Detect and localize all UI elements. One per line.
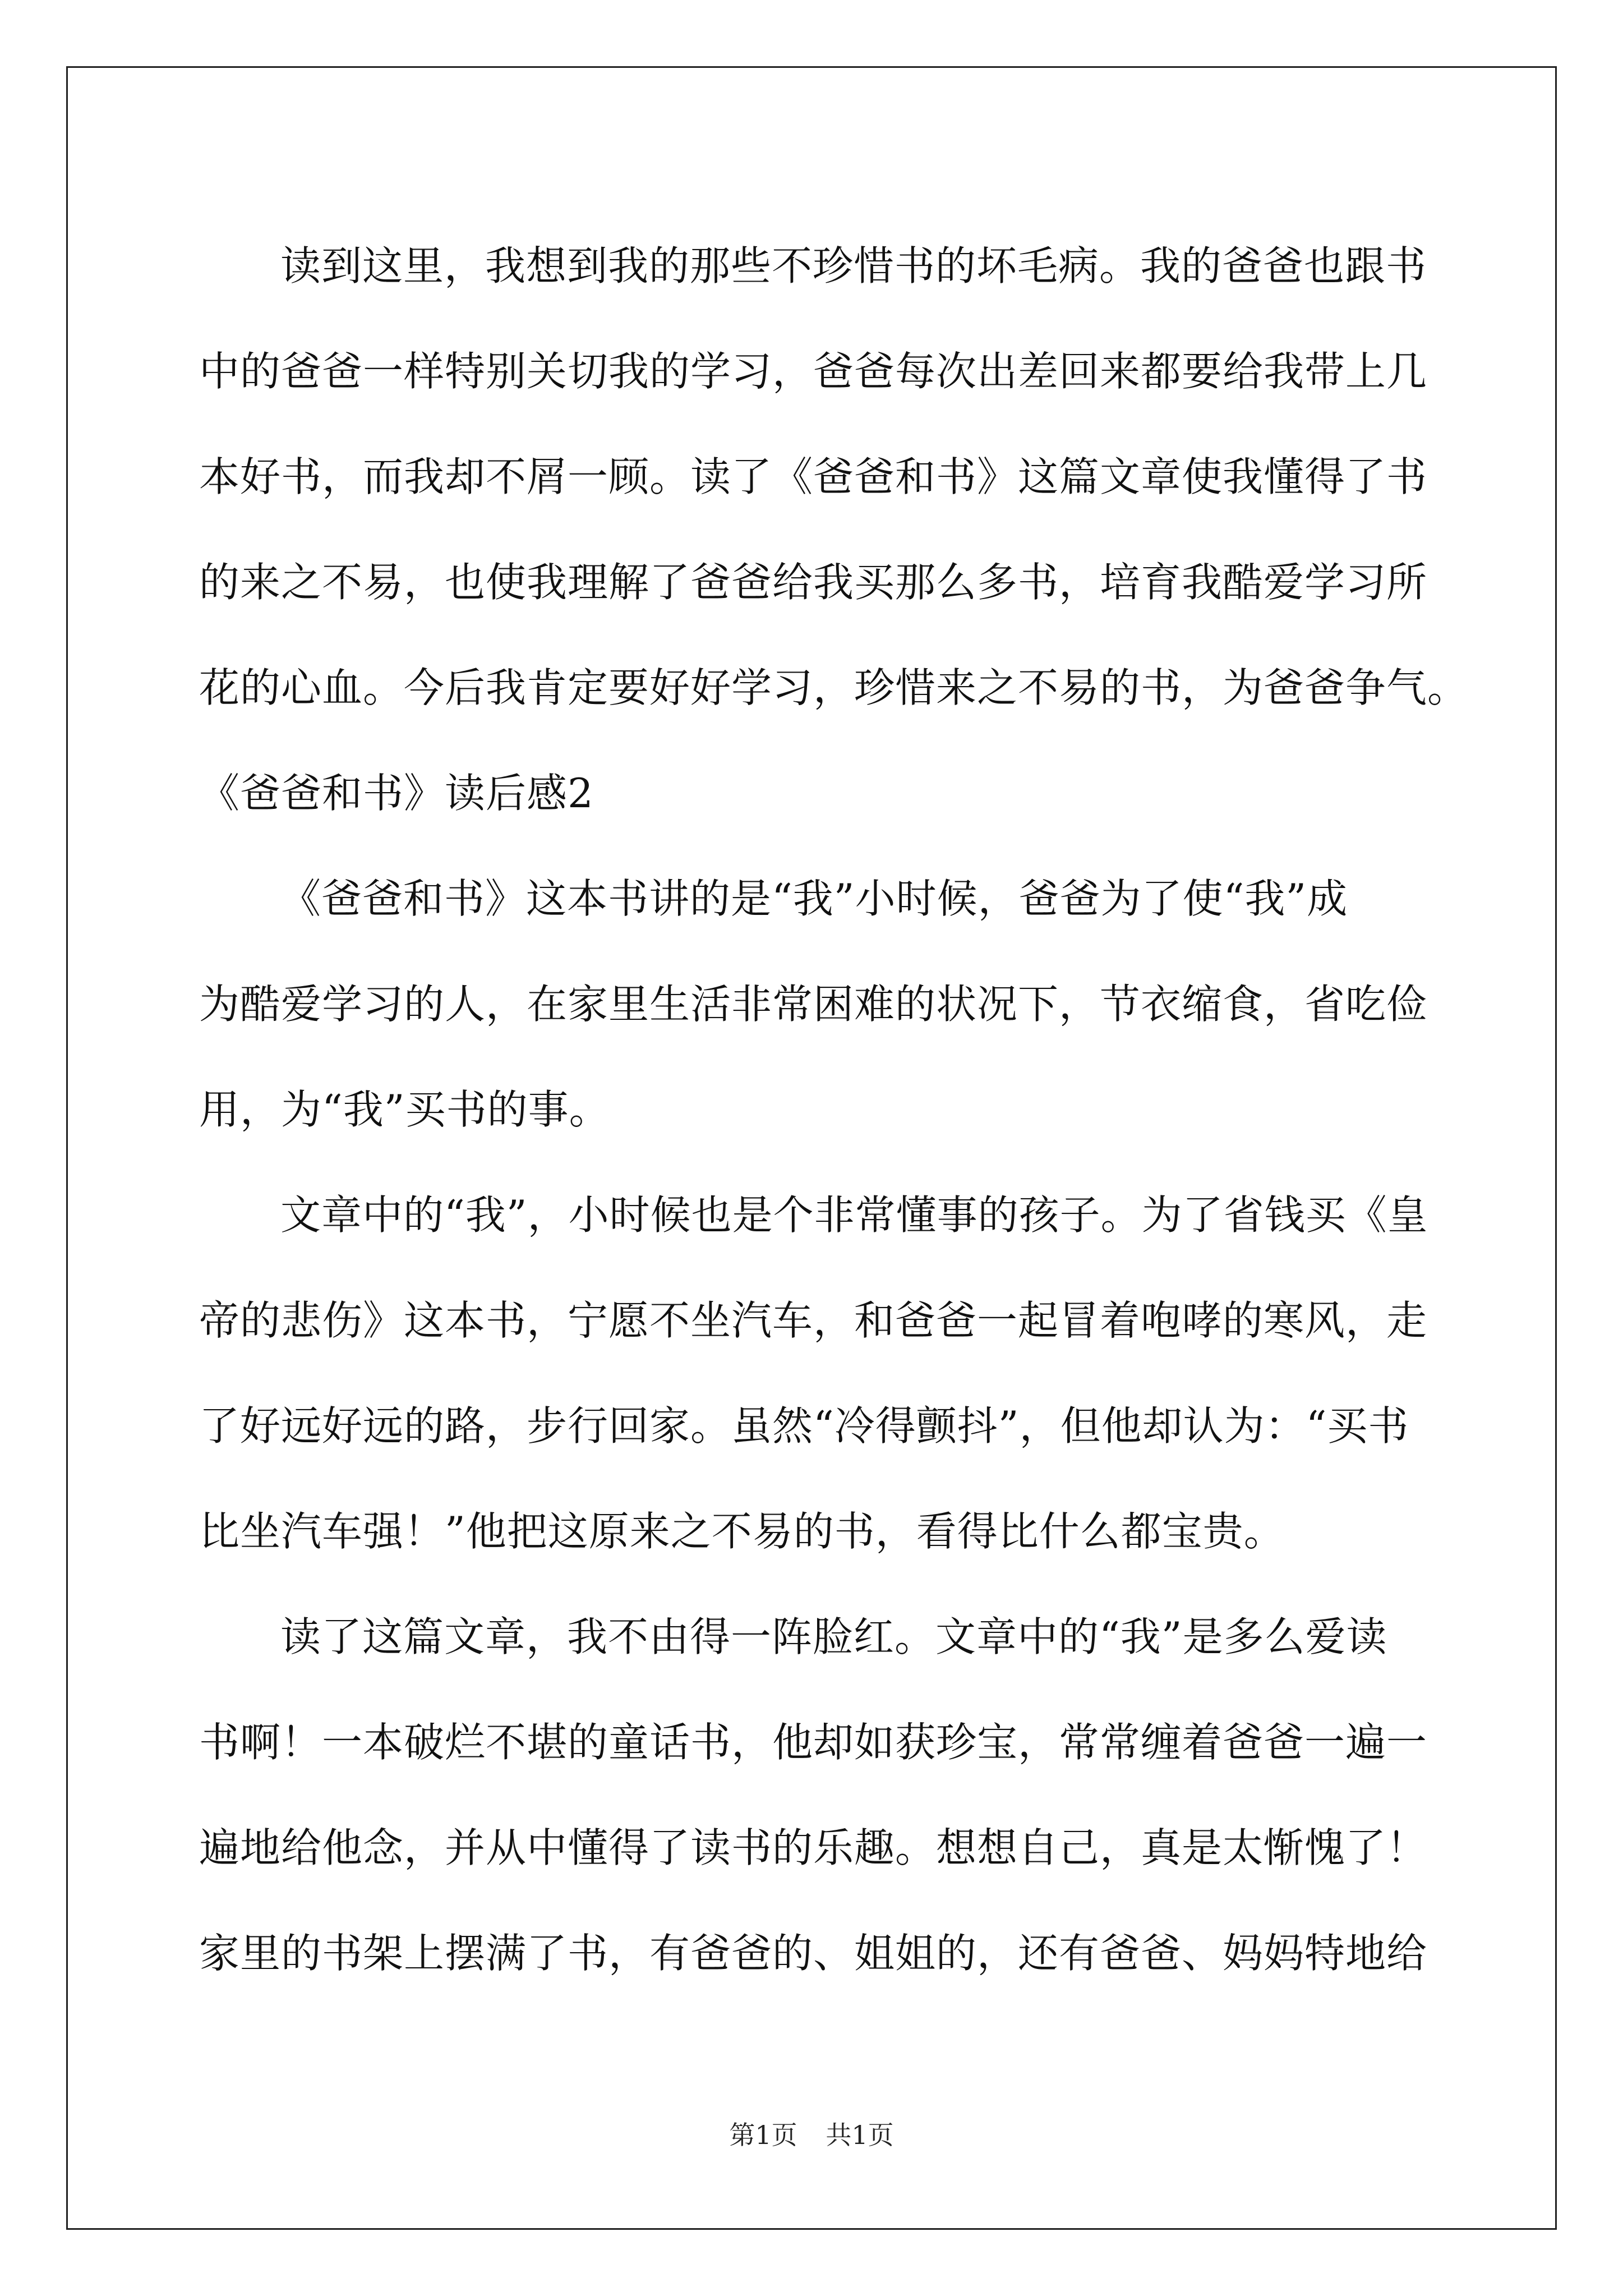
paragraph-line: 比坐汽车强！”他把这原来之不易的书，看得比什么都宝贵。 — [199, 1508, 1285, 1555]
paragraph-line: 读到这里，我想到我的那些不珍惜书的坏毛病。我的爸爸也跟书 — [280, 242, 1427, 289]
paragraph-line: 《爸爸和书》这本书讲的是“我”小时候，爸爸为了使“我”成 — [280, 875, 1348, 922]
paragraph-line: 中的爸爸一样特别关切我的学习，爸爸每次出差回来都要给我带上几 — [199, 348, 1428, 395]
paragraph-line: 花的心血。今后我肯定要好好学习，珍惜来之不易的书，为爸爸争气。 — [199, 664, 1469, 711]
document-body — [199, 213, 1469, 2006]
paragraph-line: 的来之不易，也使我理解了爸爸给我买那么多书，培育我酷爱学习所 — [199, 559, 1428, 606]
paragraph-line: 读了这篇文章，我不由得一阵脸红。文章中的“我”是多么爱读 — [280, 1613, 1387, 1660]
paragraph-line: 本好书，而我却不屑一顾。读了《爸爸和书》这篇文章使我懂得了书 — [199, 453, 1428, 500]
paragraph-line: 了好远好远的路，步行回家。虽然“冷得颤抖”，但他却认为：“买书 — [199, 1402, 1409, 1450]
paragraph-line: 家里的书架上摆满了书，有爸爸的、姐姐的，还有爸爸、妈妈特地给 — [199, 1930, 1428, 1977]
paragraph-line: 文章中的“我”，小时候也是个非常懂事的孩子。为了省钱买《皇 — [280, 1191, 1428, 1239]
page-number: 第1页 — [729, 2120, 797, 2150]
paragraph-line: 遍地给他念，并从中懂得了读书的乐趣。想想自己，真是太惭愧了！ — [199, 1824, 1428, 1871]
page-total: 共1页 — [826, 2120, 894, 2150]
page-footer — [0, 2115, 1623, 2152]
paragraph-line: 为酷爱学习的人，在家里生活非常困难的状况下，节衣缩食，省吃俭 — [199, 981, 1428, 1028]
section-heading: 《爸爸和书》读后感2 — [199, 770, 594, 817]
paragraph-line: 书啊！一本破烂不堪的童话书，他却如获珍宝，常常缠着爸爸一遍一 — [199, 1719, 1428, 1766]
paragraph-line: 用，为“我”买书的事。 — [199, 1086, 610, 1133]
paragraph-line: 帝的悲伤》这本书，宁愿不坐汽车，和爸爸一起冒着咆哮的寒风，走 — [199, 1297, 1428, 1344]
